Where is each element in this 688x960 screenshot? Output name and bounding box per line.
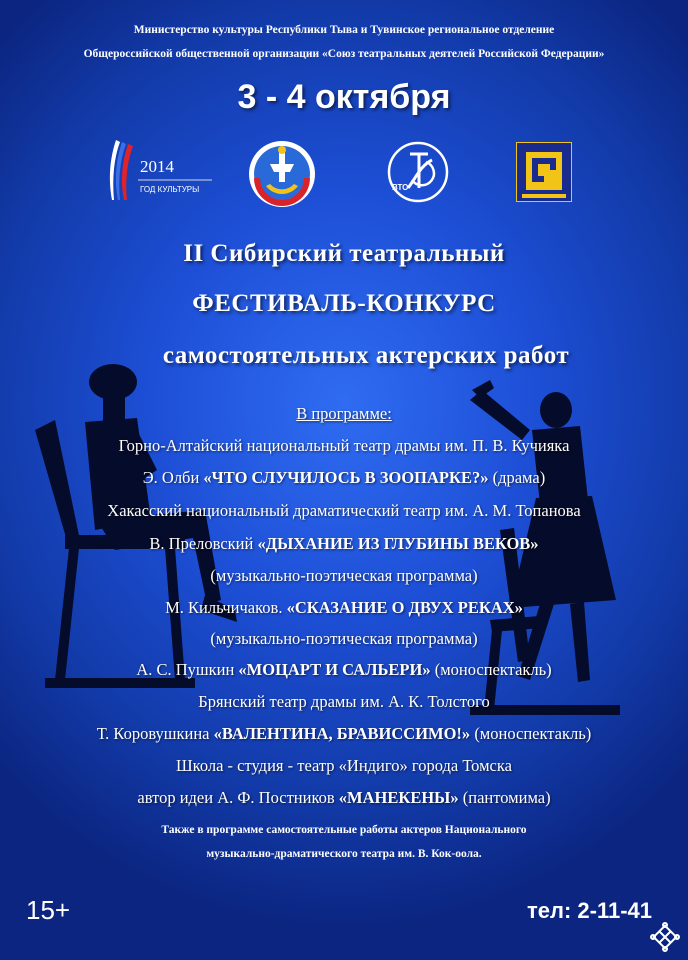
festival-title-line-2: ФЕСТИВАЛЬ-КОНКУРС xyxy=(192,290,496,317)
program-play-zoo: Э. Олби «ЧТО СЛУЧИЛОСЬ В ЗООПАРКЕ?» (драма) xyxy=(142,468,546,487)
year-of-culture-logo xyxy=(100,138,215,202)
age-rating: 15+ xyxy=(26,895,71,925)
organizer-line-1: Министерство культуры Республики Тыва и Тувинское региональное отделение xyxy=(133,24,555,36)
festival-title-line-3: самостоятельных актерских работ xyxy=(162,342,570,369)
program-play-mozart: А. С. Пушкин «МОЦАРТ И САЛЬЕРИ» (моноспектакль) xyxy=(136,660,552,679)
program-genre-music-poetry-2: (музыкально-поэтическая программа) xyxy=(210,629,478,648)
program-play-two-rivers: М. Кильчичаков. «СКАЗАНИЕ О ДВУХ РЕКАХ» xyxy=(165,598,523,617)
program-theatre-indigo: Школа - студия - театр «Индиго» города Томска xyxy=(176,756,512,775)
program-genre-music-poetry-1: (музыкально-поэтическая программа) xyxy=(210,566,478,585)
phone-number: тел: 2-11-41 xyxy=(526,898,652,923)
dancing-actor-silhouette xyxy=(470,380,670,740)
svg-text:ГОД КУЛЬТУРЫ: ГОД КУЛЬТУРЫ xyxy=(140,185,200,194)
vto-logo xyxy=(386,140,450,204)
program-theatre-khakass: Хакасский национальный драматический театр им. А. М. Топанова xyxy=(107,501,581,520)
festival-title-line-1: II Сибирский театральный xyxy=(183,240,505,267)
tuva-emblem-logo xyxy=(246,138,318,210)
program-play-valentina: Т. Коровушкина «ВАЛЕНТИНА, БРАВИССИМО!» (моноспектакль) xyxy=(96,724,592,743)
program-note-line-1: Также в программе самостоятельные работы актеров Национального xyxy=(161,824,527,836)
svg-text:2014: 2014 xyxy=(140,157,174,176)
endless-knot-icon xyxy=(650,922,680,952)
organizer-line-2: Общероссийской общественной организации «Союз театральных деятелей Российской Федерации» xyxy=(83,48,605,60)
program-play-mannequins: автор идеи А. Ф. Постников «МАНЕКЕНЫ» (пантомима) xyxy=(137,788,551,807)
program-theatre-bryansk: Брянский театр драмы им. А. К. Толстого xyxy=(198,692,490,711)
program-theatre-gorno-altaysk: Горно-Алтайский национальный театр драмы им. П. В. Кучияка xyxy=(118,436,570,455)
program-play-breath: В. Преловский «ДЫХАНИЕ ИЗ ГЛУБИНЫ ВЕКОВ» xyxy=(149,534,539,553)
program-heading: В программе: xyxy=(296,404,392,423)
festival-date: 3 - 4 октября xyxy=(237,78,451,116)
tuva-national-theatre-logo xyxy=(516,142,572,202)
program-note-line-2: музыкально-драматического театра им. В. Кок-оола. xyxy=(206,848,482,860)
svg-text:ВТО: ВТО xyxy=(392,183,409,192)
